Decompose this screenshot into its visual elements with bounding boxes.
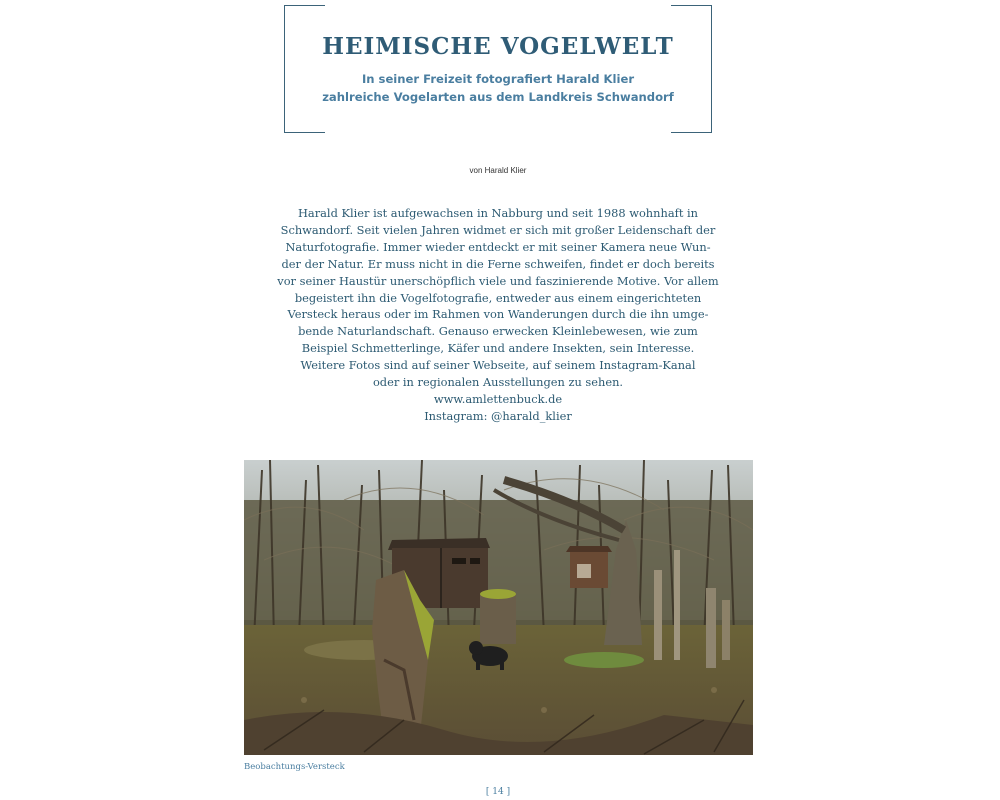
byline: von Harald Klier bbox=[469, 166, 527, 175]
hide-photo bbox=[244, 460, 753, 755]
body-line: Schwandorf. Seit vielen Jahren widmet er sich mit großer Leidenschaft der bbox=[280, 222, 716, 237]
article-body bbox=[270, 205, 726, 425]
body-line: oder in regionalen Ausstellungen zu sehen. bbox=[372, 375, 624, 390]
subtitle-line: zahlreiche Vogelarten aus dem Landkreis Schwandorf bbox=[322, 90, 674, 104]
body-line: bende Naturlandschaft. Genauso erwecken Kleinlebewesen, wie zum bbox=[298, 324, 698, 339]
article-title: HEIMISCHE VOGELWELT bbox=[322, 33, 674, 60]
body-line: vor seiner Haustür unerschöpflich viele und faszinierende Motive. Vor allem bbox=[277, 273, 719, 288]
body-line: der der Natur. Er muss nicht in die Ferne schweifen, findet er doch bereits bbox=[281, 256, 715, 271]
article-subtitle bbox=[284, 70, 712, 106]
subtitle-line: In seiner Freizeit fotografiert Harald Klier bbox=[361, 72, 635, 86]
photo-caption: Beobachtungs-Versteck bbox=[244, 762, 345, 772]
page-number: [ 14 ] bbox=[485, 787, 511, 797]
title-frame bbox=[284, 5, 712, 133]
body-line: Versteck heraus oder im Rahmen von Wanderungen durch die ihn umge- bbox=[287, 307, 709, 322]
forest-hide-illustration bbox=[244, 460, 753, 755]
body-line: Naturfotografie. Immer wieder entdeckt er mit seiner Kamera neue Wun- bbox=[285, 239, 711, 254]
instagram-handle[interactable]: Instagram: @harald_klier bbox=[424, 408, 572, 423]
body-line: Beispiel Schmetterlinge, Käfer und andere Insekten, sein Interesse. bbox=[301, 341, 695, 356]
body-line: begeistert ihn die Vogelfotografie, entweder aus einem eingerichteten bbox=[294, 290, 702, 305]
website-link[interactable]: www.amlettenbuck.de bbox=[433, 391, 563, 406]
body-line: Harald Klier ist aufgewachsen in Nabburg und seit 1988 wohnhaft in bbox=[297, 206, 699, 220]
body-line: Weitere Fotos sind auf seiner Webseite, auf seinem Instagram-Kanal bbox=[300, 358, 696, 373]
